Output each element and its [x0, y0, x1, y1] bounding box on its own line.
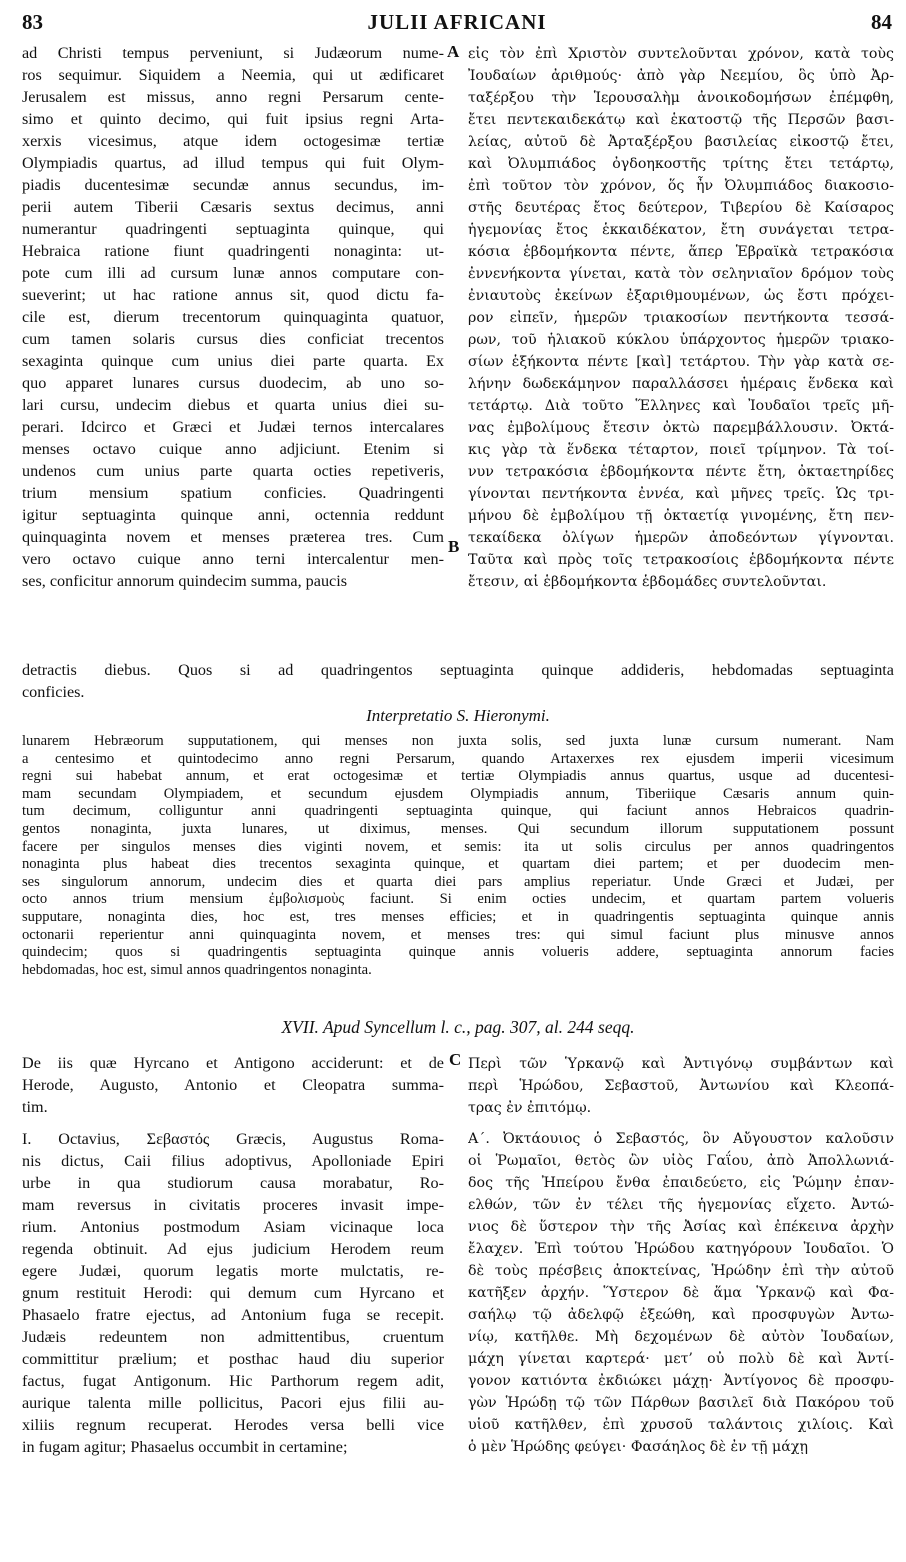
text-line: ἔτει πεντεκαιδεκάτῳ καὶ ἑκατοστῷ τῆς Περσῶν βασι-	[468, 112, 894, 128]
text-line: octo annos trium mensium ἐμβολισμοὺς faciunt. Si enim octies undecim, et quartam partem volueris	[22, 891, 894, 908]
text-line: λείας, αὐτοῦ δὲ Ἀρταξέρξου βασιλείας εἰκοστῷ ἔτει,	[468, 134, 894, 150]
text-line: Phasaelo fratre ejectus, ad Antonium fuga se recepit.	[22, 1306, 444, 1324]
text-line: pote cum illi ad cursum lunæ annos computare con-	[22, 264, 444, 282]
text-line: Περὶ τῶν Ὑρκανῷ καὶ Ἀντιγόνῳ συμβάντων καὶ	[468, 1056, 894, 1072]
text-line: menses octavo cuique anno adjiciunt. Etenim si	[22, 440, 444, 458]
text-line: Olympiadis quartus, ad illud tempus qui fuit Olym-	[22, 154, 444, 172]
text-line: factus, fugat Antigonum. Hic Parthorum regem adit,	[22, 1372, 444, 1390]
text-line: trium mensium spatium conficies. Quadringenti	[22, 484, 444, 502]
text-line: numerantur quadringenti septuaginta quinque, qui	[22, 220, 444, 238]
text-line: lunarem Hebræorum supputationem, qui menses non juxta solis, sed juxta lunæ cursum numerant. Nam	[22, 733, 894, 749]
text-line: in fugam agitur; Phasaelus occumbit in certamine;	[22, 1438, 348, 1456]
greek-section-title	[468, 1053, 894, 1119]
text-line: Herode, Augusto, Antonio et Cleopatra summa-	[22, 1076, 444, 1094]
text-line: ρων, τοῦ ἡλιακοῦ κύκλου ὑπάρχοντος ἡμερῶν τριακο-	[468, 332, 894, 348]
text-line: mam reversus in civitatis proceres invasit impe-	[22, 1196, 444, 1214]
text-line: περὶ Ἡρώδου, Σεβαστοῦ, Ἀντωνίου καὶ Κλεοπά-	[468, 1078, 894, 1094]
text-line: Jerusalem est missus, anno regni Persarum cente-	[22, 88, 444, 106]
text-line: detractis diebus. Quos si ad quadringentos septuaginta quinque addideris, hebdomadas septuaginta	[22, 661, 894, 679]
text-line: De iis quæ Hyrcano et Antigono acciderunt: et de	[22, 1054, 444, 1072]
text-line: tum decimum, colliguntur anni quadringenti septuaginta quinque, qui faciunt annos Hebraicos quadrin-	[22, 803, 894, 820]
text-line: vero octavo cuique anno terni intercalentur men-	[22, 550, 444, 568]
interpretation-heading: Interpretatio S. Hieronymi.	[366, 706, 550, 725]
text-line: nonaginta plus habeat dies trecentos sexaginta quinque, et quartam diei partem; et per duodecim men-	[22, 856, 894, 873]
text-line: δος τῆς Ἠπείρου ἔνθα ἐπαιδεύετο, εἰς Ῥώμην ἐπαν-	[468, 1175, 894, 1191]
text-line: νας ἐμβολίμους ἔτεσιν ὀκτὼ παρεμβάλλουσιν. Ὀκτά-	[468, 420, 894, 436]
text-line: γονον κατιόντα ἐκδιώκει μάχῃ· Ἀντίγονος δὲ προσφυ-	[468, 1373, 894, 1389]
text-line: quo apparet lunares cursus duodecim, ab uno so-	[22, 374, 444, 392]
text-line: Α΄. Ὀκτάουιος ὁ Σεβαστός, ὃν Αὔγουστον καλοῦσιν	[468, 1131, 894, 1147]
text-line: hebdomadas, hoc est, simul annos quadringentos nonaginta.	[22, 961, 372, 978]
text-line: δὲ τοὺς πρέσβεις ἀποκτείνας, Ἡρώδην ἐπὶ τὴν αὐτοῦ	[468, 1263, 894, 1279]
text-line: μήνου δὲ ἐμβολίμου τῇ ὀκταετίᾳ γινομένης, ἔτη πεν-	[468, 508, 894, 524]
text-line: ros sequimur. Siquidem a Neemia, qui ut ædificaret	[22, 66, 444, 84]
text-line: ελθών, τῶν ἐν τέλει τῆς ἡγεμονίας εἴχετο. Ἀντώ-	[468, 1197, 894, 1213]
text-line: λήνην δωδεκάμηνον παραλλάσσει ἡμέραις ἕνδεκα καὶ	[468, 376, 894, 392]
latin-continuation	[22, 659, 894, 703]
section-heading: XVII. Apud Syncellum l. c., pag. 307, al. 244 seqq.	[281, 1017, 635, 1037]
text-line: supputare, nonaginta dies, hoc est, tres menses efficies; et in quadringentis septuaginta quinque annis	[22, 908, 894, 925]
text-line: perari. Idcirco et Græci et Judæi ternos intercalares	[22, 418, 444, 436]
text-line: ἔτεσιν, αἱ ἑβδομήκοντα ἑβδομάδες συντελοῦνται.	[468, 574, 827, 590]
text-line: perii autem Tiberii Cæsaris sextus decimus, anni	[22, 198, 444, 216]
text-line: simo et quinto decimo, qui fuit ipsius regni Arta-	[22, 110, 444, 128]
marker-c: C	[449, 1050, 462, 1069]
text-line: egere Judæi, quorum legatis morte mulctatis, re-	[22, 1262, 444, 1280]
text-line: quinquaginta novem et menses præterea tres. Cum	[22, 528, 444, 546]
text-line: Hebraica ratione fiunt quadringenti nonaginta: ut-	[22, 242, 444, 260]
text-line: γὼν Ἡρώδῃ τῷ τῶν Πάρθων βασιλεῖ διὰ Πακόρου τοῦ	[468, 1395, 894, 1411]
text-line: ἐπὶ τοῦτον τὸν χρόνον, ὅς ἦν Ὀλυμπιάδος διακοσιο-	[468, 178, 894, 194]
marker-b: B	[448, 537, 460, 556]
text-line: lari cursu, undecim diebus et quarta unius diei su-	[22, 396, 444, 414]
text-line: cile est, dierum trecentorum quinquaginta quatuor,	[22, 308, 444, 326]
text-line: οἱ Ῥωμαῖοι, θετὸς ὢν υἱὸς Γαΐου, ἀπὸ Ἀπολλωνιά-	[468, 1153, 894, 1169]
text-line: τεκαίδεκα ὀλίγων ἡμερῶν ἀποδεόντων γίγνονται.	[468, 530, 894, 546]
text-line: quindecim; quos si quadringentis septuaginta quinque annis volueris addere, septuaginta annorum facies	[22, 944, 894, 961]
text-line: μάχη γίνεται καρτερά· μετ’ οὐ πολὺ δὲ καὶ Ἀντί-	[468, 1351, 894, 1367]
marker-a: A	[447, 42, 460, 61]
greek-column-top	[468, 43, 894, 593]
text-line: regni sui habebat annum, et erat octogesimæ et tertiæ Olympiadis annus quartus, usque ad ducentesi-	[22, 768, 894, 785]
text-line: regenda obtinuit. Ad ejus judicium Herodem reum	[22, 1240, 444, 1258]
text-line: ἔλαχεν. Ἐπὶ τούτου Ἡρώδου κατηγόρουν Ἰουδαῖοι. Ὁ	[468, 1241, 894, 1257]
text-line: gnum restituit Herodi: qui demum cum Hyrcano et	[22, 1284, 444, 1302]
running-title: JULII AFRICANI	[367, 10, 547, 34]
text-line: σαήλῳ τῷ ἀδελφῷ ἐξεώθη, καὶ προσφυγὼν Ἀντω-	[468, 1307, 894, 1323]
page-number-right: 84	[871, 10, 892, 34]
text-line: cum tamen solaris cursus dies conficiat trecentos	[22, 330, 444, 348]
text-line: undenos cum unius parte quarta octies repetiveris,	[22, 462, 444, 480]
text-line: καὶ Ὀλυμπιάδος ὀγδοηκοστῆς τρίτης ἔτει τετάρτῳ,	[468, 156, 894, 172]
text-line: νιος δὲ ὕστερον τὴν τῆς Ἀσίας καὶ ἐπέκεινα ἀρχὴν	[468, 1219, 894, 1235]
text-line: κατῆξεν ἀρχήν. Ὕστερον δὲ ἅμα Ὑρκανῷ καὶ Φα-	[468, 1285, 894, 1301]
text-line: νίῳ, κατῆλθε. Μὴ δεχομένων δὲ αὐτὸν Ἰουδαίων,	[468, 1329, 894, 1345]
text-line: εἰς τὸν ἐπὶ Χριστὸν συντελοῦνται χρόνον, κατὰ τοὺς	[468, 46, 894, 62]
text-line: igitur septuaginta quinque anni, octennia reddunt	[22, 506, 444, 524]
text-line: Ἰουδαίων ἀριθμούς· ἀπὸ γὰρ Νεεμίου, ὃς ὑπὸ Ἀρ-	[468, 68, 894, 84]
text-line: gentos nonaginta, juxta lunares, ut diximus, menses. Qui secundum illorum supputationem possunt	[22, 820, 894, 837]
text-line: σίων ἑξήκοντα πέντε [καὶ] τετάρτου. Τὴν γὰρ κατὰ σε-	[468, 354, 894, 370]
text-line: ρον εἰπεῖν, ἡμερῶν τριακοσίων πεντήκοντα τεσσά-	[468, 310, 894, 326]
latin-column-bottom	[22, 1128, 444, 1458]
greek-column-bottom	[468, 1128, 894, 1458]
text-line: ses, conficitur annorum quindecim summa, paucis	[22, 572, 348, 590]
text-line: sexaginta quinque cum unius diei parte quarta. Ex	[22, 352, 444, 370]
text-line: tim.	[22, 1098, 48, 1116]
page-number-left: 83	[22, 10, 43, 34]
interpretation-text	[22, 733, 894, 979]
text-line: τρας ἐν ἐπιτόμῳ.	[468, 1100, 592, 1116]
page-header	[22, 10, 892, 40]
text-line: ὁ μὲν Ἡρώδης φεύγει· Φασάηλος δὲ ἐν τῇ μάχῃ	[468, 1439, 808, 1455]
text-line: octonarii reperientur anni quinquaginta novem, et menses tres: qui simul faciunt plus minusve annos	[22, 926, 894, 943]
text-line: Ταῦτα καὶ πρὸς τοῖς τετρακοσίοις ἑβδομήκοντα πέντε	[468, 552, 894, 568]
text-line: ad Christi tempus perveniunt, si Judæorum nume-	[22, 44, 444, 62]
text-line: υἱοῦ κατῆλθεν, ἐπὶ χρυσοῦ ταλάντοις χιλίοις. Καὶ	[468, 1417, 894, 1433]
text-line: γίνονται πεντήκοντα ἐννέα, καὶ μῆνες τρεῖς. Ὡς τρι-	[468, 486, 894, 502]
text-line: ἐνιαυτοὺς ἐκείνων ἐξαριθμουμένων, ὡς ἔστι πρόχει-	[468, 288, 894, 304]
text-line: nis dictus, Caii filius adoptivus, Apolloniade Epiri	[22, 1152, 444, 1170]
text-line: aurique talenta mille pollicitus, Pacori ejus filii au-	[22, 1394, 444, 1412]
text-line: ἐννενήκοντα γίνεται, κατὰ τὸν σεληνιαῖον δρόμον τοὺς	[468, 266, 894, 282]
text-line: ταξέρξου τὴν Ἱερουσαλὴμ ἀνοικοδομήσων ἐπέμφθη,	[468, 90, 894, 106]
text-line: κόσια ἑβδομήκοντα πέντε, ἅπερ Ἑβραϊκὰ τετρακόσια	[468, 244, 894, 260]
text-line: ἡγεμονίας ἔτος ἑκκαιδέκατον, ἔτη συνάγεται τετρα-	[468, 222, 894, 238]
latin-column-top	[22, 42, 444, 592]
text-line: στῆς δευτέρας ἔτος δεύτερον, Τιβερίου δὲ Καίσαρος	[468, 200, 894, 216]
text-line: piadis ducentesimæ secundæ annus secundus, im-	[22, 176, 444, 194]
text-line: urbe in qua studiorum causa morabatur, Ro-	[22, 1174, 444, 1192]
latin-section-title	[22, 1052, 444, 1118]
text-line: I. Octavius, Σεβαστός Græcis, Augustus Roma-	[22, 1130, 444, 1148]
text-line: νυν τετρακόσια ἑβδομήκοντα πέντε ἔτη, ὀκταετηρίδες	[468, 464, 894, 480]
text-line: ses singulorum annorum, undecim dies et quarta diei pars amplius reperiatur. Unde Græci et Judæi, per	[22, 873, 894, 890]
text-line: facere per singulos menses dies viginti novem, et semis: ita ut solis circulus per annos quadringentos	[22, 838, 894, 855]
text-line: a centesimo et quintodecimo anno regni Persarum, quando Artaxerxes rex ejusdem imperii vicesimum	[22, 750, 894, 767]
text-line: committitur prælium; et posthac haud diu superior	[22, 1350, 444, 1368]
text-line: κις γὰρ τὰ ἕνδεκα τέταρτον, ποιεῖ τρίμηνον. Τὰ τοί-	[468, 442, 894, 458]
text-line: xiliis regnum recuperat. Herodes versa belli vice	[22, 1416, 444, 1434]
text-line: Judæis redeuntem non admittentibus, cruentum	[22, 1328, 444, 1346]
text-line: rium. Antonius postmodum Asiam vicinaque loca	[22, 1218, 444, 1236]
text-line: τετάρτῳ. Διὰ τοῦτο Ἕλληνες καὶ Ἰουδαῖοι τρεῖς μῆ-	[468, 398, 894, 414]
text-line: sueverint; ut hac ratione annus sit, quod dictu fa-	[22, 286, 444, 304]
text-line: conficies.	[22, 683, 85, 701]
text-line: mam secundam Olympiadem, et secundum ejusdem Olympiadis annum, Tiberiique Cæsaris annum quin-	[22, 785, 894, 802]
text-line: xerxis vicesimus, atque idem octogesimæ tertiæ	[22, 132, 444, 150]
